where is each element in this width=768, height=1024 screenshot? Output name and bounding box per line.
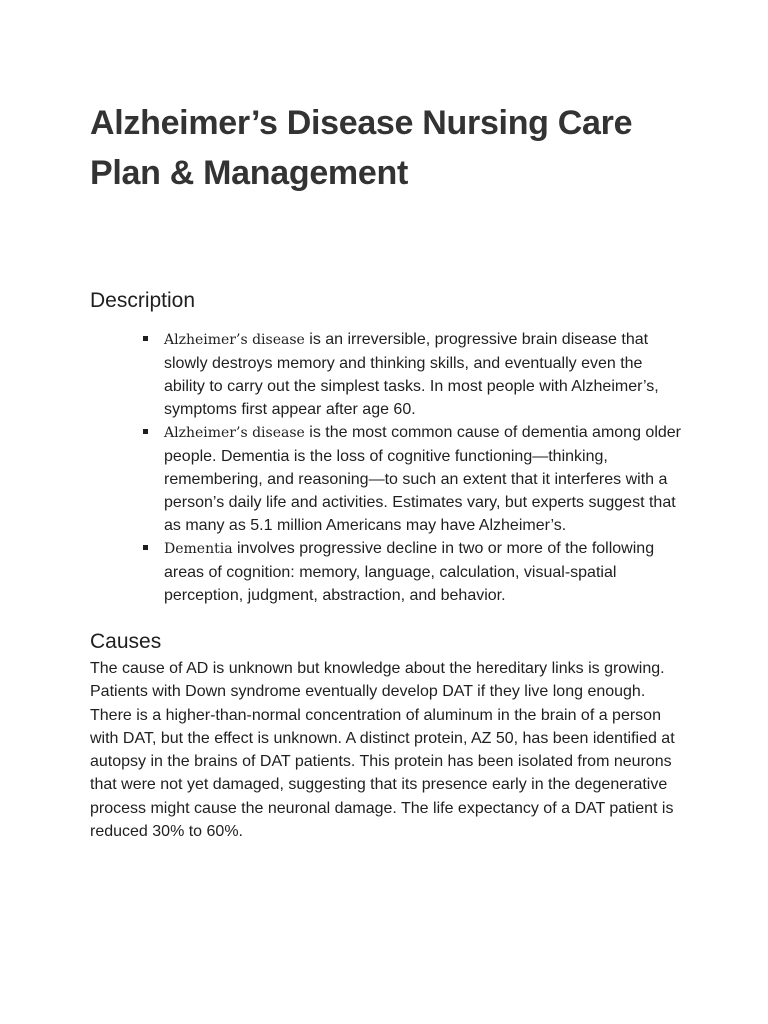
description-list <box>164 328 684 607</box>
term: Alzheimer’s disease <box>164 425 305 441</box>
page-title: Alzheimer’s Disease Nursing Care Plan & Management <box>90 104 633 192</box>
item-text: is the most common cause of dementia among older people. Dementia is the loss of cognitive functioning—thinking, remembering, and reasoning—to such an extent that it interferes with a person’s daily life and activities. Estimates vary, but experts suggest that as many as 5.1 million Americans may have Alzheimer’s. <box>164 424 681 534</box>
term: Dementia <box>164 541 233 557</box>
causes-heading: Causes <box>90 630 162 653</box>
causes-paragraph: The cause of AD is unknown but knowledge about the hereditary links is growing. Patients with Down syndrome eventually develop DAT if they live long enough. There is a higher-than-normal concentration of aluminum in the brain of a person with DAT, but the effect is unknown. A distinct protein, AZ 50, has been identified at autopsy in the brains of DAT patients. This protein has been isolated from neurons that were not yet damaged, suggesting that its presence early in the degenerative process might cause the neuronal damage. The life expectancy of a DAT patient is reduced 30% to 60%. <box>90 660 675 841</box>
item-text: involves progressive decline in two or more of the following areas of cognition: memory, language, calculation, visual-spatial perception, judgment, abstraction, and behavior. <box>164 540 655 604</box>
description-heading: Description <box>90 289 196 312</box>
square-bullet-icon <box>143 429 148 434</box>
square-bullet-icon <box>143 336 148 341</box>
square-bullet-icon <box>143 545 148 550</box>
term: Alzheimer’s disease <box>164 332 305 348</box>
list-item <box>164 421 684 537</box>
list-item <box>164 537 684 607</box>
list-item <box>164 328 684 421</box>
item-text: is an irreversible, progressive brain disease that slowly destroys memory and thinking skills, and eventually even the ability to carry out the simplest tasks. In most people with Alzheimer’s, symptoms first appear after age 60. <box>164 331 659 418</box>
